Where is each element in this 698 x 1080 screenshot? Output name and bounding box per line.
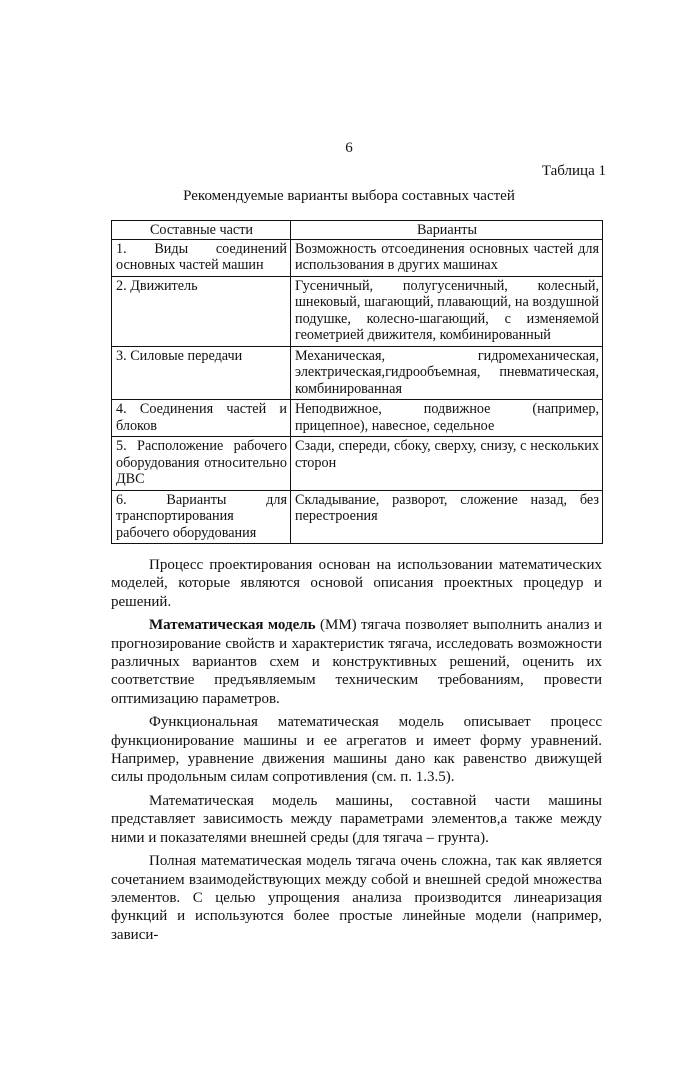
body-text [111, 556, 602, 944]
paragraph-text: Полная математическая модель тягача очень сложна, так как является сочетанием взаимодействующих между собой и внешней средой множества элементов. С целью упрощения анализа производится линеаризация функций и используются более простые линейные модели (например, зависи- [111, 853, 602, 943]
paragraph [111, 556, 602, 611]
part-cell: 3. Силовые передачи [112, 346, 291, 400]
paragraph [111, 852, 602, 944]
table-row [112, 490, 603, 544]
paragraph [111, 616, 602, 708]
table-row [112, 276, 603, 346]
options-cell: Гусеничный, полугусеничный, колесный, шнековый, шагающий, плавающий, на воздушной подушке, колесно-шагающий, с изменяемой геометрией движителя, комбинированный [291, 276, 603, 346]
part-cell: 2. Движитель [112, 276, 291, 346]
table-row [112, 437, 603, 491]
table-row [112, 239, 603, 276]
header-parts: Составные части [112, 221, 291, 240]
options-cell: Неподвижное, подвижное (например, прицепное), навесное, седельное [291, 400, 603, 437]
options-cell: Складывание, разворот, сложение назад, без перестроения [291, 490, 603, 544]
paragraph-text: (ММ) тягача позволяет выполнить анализ и прогнозирование свойств и характеристик тягача, исследовать возможности различных вариантов схем и конструктивных решений, оценить их соответствие предъявляемым техническим требованиям, провести оптимизацию параметров. [111, 617, 602, 707]
part-cell: 4. Соединения частей и блоков [112, 400, 291, 437]
part-cell: 5. Расположение рабочего оборудования относительно ДВС [112, 437, 291, 491]
options-cell: Сзади, спереди, сбоку, сверху, снизу, с нескольких сторон [291, 437, 603, 491]
options-cell: Возможность отсоединения основных частей для использования в других машинах [291, 239, 603, 276]
paragraph [111, 713, 602, 787]
paragraph-text: Математическая модель машины, составной части машины представляет зависимость между параметрами элементов,а также между ними и показателями внешней среды (для тягача – грунта). [111, 792, 602, 846]
paragraph-text: Функциональная математическая модель описывает процесс функционирование машины и ее агрегатов и имеет форму уравнений. Например, уравнение движения машины дано как равенство движущей силы продольным силам сопротивления (см. п. 1.3.5). [111, 714, 602, 786]
part-cell: 1. Виды соединений основных частей машин [112, 239, 291, 276]
table-row [112, 346, 603, 400]
paragraph-text: Процесс проектирования основан на использовании математических моделей, которые являются основой описания проектных процедур и решений. [111, 557, 602, 610]
part-cell: 6. Варианты для транспортирования рабочего оборудования [112, 490, 291, 544]
components-table [111, 220, 603, 544]
paragraph [111, 792, 602, 847]
term-math-model: Математическая модель [149, 617, 316, 634]
header-options: Варианты [291, 221, 603, 240]
table-row [112, 400, 603, 437]
options-cell: Механическая, гидромеханическая, электрическая,гидрообъемная, пневматическая, комбинированная [291, 346, 603, 400]
table-header-row [112, 221, 603, 240]
table-label: Таблица 1 [541, 163, 606, 179]
table-title: Рекомендуемые варианты выбора составных частей [183, 188, 515, 204]
page-number: 6 [345, 140, 353, 156]
